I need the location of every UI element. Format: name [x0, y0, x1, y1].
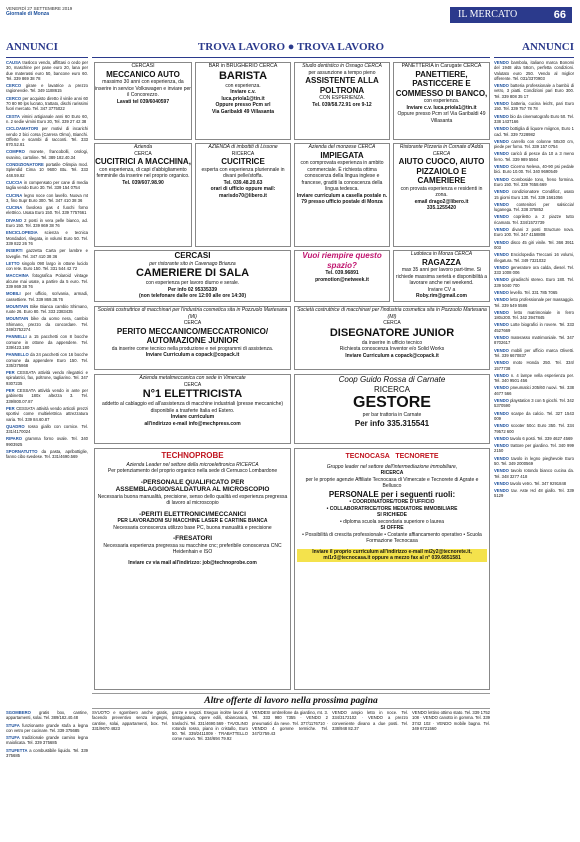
ad-job-title: DISEGNATORE JUNIOR — [329, 326, 455, 339]
footer-col-2: gazze e negozi. Eseguo inoltre lavori di tinteggiatura, opere edili, sbiancatura, traslochi. Tel. 331/4690.569 · TAVOLINO rotondo rosso, piano in cristallo, Euro 50. Tel. 339/2411009 · TRABATTELLO come nuovo. Tel. 334/694 79.92 — [172, 710, 248, 742]
classified-keyword: VENDO — [494, 151, 509, 157]
footer-col-4: VENDO ampio letto in noce. Tel. 334/3172102 · VENDO a prezzo conveniente divano a due posti. Tel. 338/948 82.37 — [332, 710, 408, 731]
ad-meccanico-auto — [94, 62, 192, 140]
right-section-heading: ANNUNCI — [494, 37, 574, 58]
ad-address: Via Garibaldi 49 Villasanta — [211, 108, 275, 115]
ad-email: email drago2@libero.it — [414, 198, 469, 205]
classified-ad: VENDO n. 4 lampe vella esperienza per. Tel. 340 9501 456 — [494, 372, 574, 384]
section-brand — [450, 7, 572, 23]
ad-note: (non telefonare dalle ore 12:00 alle ore 14:30) — [139, 293, 246, 299]
ad-text: CERCA — [134, 150, 152, 157]
center-section-heading: TROVA LAVORO ● TROVA LAVORO — [92, 37, 490, 58]
classified-ad: VENDO tavolo in legno pieghevole Euro 50. Tel. 349 2000569 — [494, 455, 574, 466]
ad-contact: Per info 02 95335339 — [167, 286, 218, 293]
classified-ad: CERCO girare e lavatrice a prezzo ragionevole. Tel. 349 1188615 — [6, 83, 88, 94]
classified-keyword: INSERTI — [6, 248, 23, 254]
ad-contact: Tel. 039.48.20.63 — [223, 179, 263, 186]
ad-job-title: RAGAZZA — [421, 257, 462, 267]
ad-email: all'indirizzo e-mail info@mechpress.com — [144, 420, 241, 427]
classified-ad: CESTA vimini artigianale anni 60 Euro 60, n. 2 sedie vimini Euro 20, Tel. 339 27 42 38 — [6, 113, 88, 124]
ad-text: • diploma scuola secondaria superiore o laurea — [339, 518, 445, 525]
ad-contact: Inviare il proprio curriculum all'indirizzo e-mail mi2y2@tecnorete.it, mi1r3@tecnocasa.it oppure a mezzo fax al n° 039.6851581 — [297, 549, 487, 562]
classified-keyword: VENDO — [494, 455, 509, 461]
classified-keyword: VENDO — [494, 252, 509, 258]
technoprobe-logo: TECHNOPROBE — [161, 451, 224, 460]
ad-text: con esperienza per lavoro diurno e serale. — [145, 280, 240, 286]
right-classifieds-column — [494, 60, 574, 835]
classified-keyword: CERCO — [6, 83, 22, 89]
ad-promo-space — [294, 250, 390, 302]
ad-heading: Azienda metalmeccanica con sede in Vimercate — [139, 375, 246, 381]
ad-job-title: CUCITRICE — [221, 157, 265, 166]
classified-keyword: VENDO — [494, 335, 509, 341]
ad-job-title: IMPIEGATA — [320, 150, 364, 160]
ad-email: luca.priola1@tin.it — [221, 95, 265, 102]
classified-keyword: CUCCIA — [6, 179, 23, 185]
ad-tecnocasa — [294, 448, 490, 690]
classified-ad: DIVANO 2 posti in vera pelle bianco, ad. Euro 150. Tel. 339 869 38 76 — [6, 217, 88, 229]
classified-keyword: PANNELLI — [6, 334, 27, 340]
classified-keyword: VENDO — [494, 289, 509, 295]
classified-keyword: VENDO — [494, 360, 509, 366]
classified-keyword: VENDO — [494, 201, 509, 207]
ad-email: orari di ufficio oppure mail: marisdo70@libero.it — [210, 186, 276, 199]
ad-job-title: -PERITI ELETTRONICI/MECCANICI — [139, 510, 246, 518]
classified-ad: CUCCIA in compensato per cane di media taglia vendo Euro 30. Tel. 339 154 0754 — [6, 179, 88, 191]
classified-keyword: MOUNTAIN — [6, 303, 29, 309]
section-name: IL MERCATO — [458, 9, 518, 20]
classified-keyword: SGOMBERO — [6, 710, 31, 715]
ad-text: addetto al cablaggio ed all'assistenza di macchine industriali (presse meccaniche) disponibile a trasferte Italia ed Estero. — [101, 401, 284, 414]
ad-promo-text: Vuoi riempire questo spazio? — [302, 251, 382, 270]
footer-banner: Altre offerte di lavoro nella prossima pagina — [92, 693, 490, 709]
classified-ad: CONDIZIONATORE portatile Olimpia mod. Splendid Cima 10 9600 Btu. Tel. 333 448.59.82 — [6, 162, 88, 178]
classified-keyword: VENDO — [494, 443, 509, 449]
ad-text: per le proprie agenzie Affiliate Tecnocasa di Vimercate e Tecnorete di Agrate e Bellusco — [305, 476, 479, 489]
classified-ad: VENDO letto matrimoniale in ferro 180x200. Tel. 342 3947845 — [494, 309, 574, 321]
ad-text: CERCA — [183, 381, 202, 388]
classified-keyword: VENDO — [494, 297, 509, 303]
classified-ad: PANNELLI a 15 pacchetti con 8 bocche comune in ottone da appendere. Tel. 339/423.180 — [6, 334, 88, 350]
header-meta — [6, 6, 72, 17]
classified-keyword: VENDO — [494, 113, 509, 119]
classified-ad: PANNELLO da 24 pacchetti con 16 bocche comune da appendere Euro 150. Tel. 335/375868 — [6, 352, 88, 368]
classified-ad: PER CESSATA attività vendo in ante per gabinetto 180x altezza 3. Tel. 339/800.07.87 — [6, 388, 88, 404]
ad-job-title: CAMERIERE DI SALA — [135, 267, 250, 279]
classified-keyword: VENDO — [494, 435, 509, 441]
ad-job-title: ASSISTENTE ALLA POLTRONA — [305, 76, 379, 95]
ad-impiegata — [294, 143, 390, 247]
classified-keyword: VENDO — [494, 60, 509, 65]
ad-job-title: PERITO MECCANICO/MECCATRONICO/ AUTOMAZIONE JUNIOR — [116, 326, 269, 345]
classified-keyword: VENDO — [494, 176, 509, 182]
classified-ad: CUCINA favoloso gas 4 fuochi forno elettrico. Usata Euro 150. Tel. 339 7757661 — [6, 205, 88, 216]
classified-ad: VENDO condizionatore Condifioz, usato 15 giorni Euro 130. Tel. 339 1561056 — [494, 189, 574, 200]
ad-text: per assunzione a tempo pieno — [308, 69, 376, 76]
ad-contact: Inviare c.v. — [230, 89, 256, 95]
classified-keyword: VENDO — [494, 372, 509, 378]
ad-technoprobe — [94, 448, 291, 690]
ad-cucitrici — [94, 143, 192, 247]
classified-ad: VENDO carrello con colonne 50x30 cm, piede per forno. Tel. 339 157 0754 — [494, 138, 574, 150]
classified-ad: VENDO tav. Aste Hd 48 giallo. Tel. 339 5129 — [494, 488, 574, 499]
ad-contact: Tel. 039/58.72.91 ore 9-12 — [312, 101, 372, 108]
classified-ad: CICLOAMATORI per motivi di incarichi vendo 2 bici corsa (Carrera Olmo), Bianchi. Offerte e scambi di racconti. Tel. 333 870.52.81 — [6, 126, 88, 148]
ad-assistente-poltrona — [294, 62, 390, 140]
classified-keyword: VENDO — [494, 322, 509, 328]
ad-heading: BAR in BRUGHERIO CERCA — [208, 63, 278, 69]
ad-heading: Gruppo leader nel settore dell'intermediazione immobiliare, — [326, 463, 458, 470]
ad-text: CERCA — [183, 320, 202, 326]
classified-keyword: LETTO — [6, 260, 20, 266]
classified-ad: VENDO bio da cinematografo Euro 50. Tel. 338 1437166 — [494, 113, 574, 124]
classified-ad: VENDO tavolo rotondo bianco cucina da. Tel. 348 3277 418 — [494, 468, 574, 479]
classified-keyword: CICLOAMATORI — [6, 126, 39, 132]
ad-text: RICERCA — [373, 384, 410, 394]
classified-ad: VENDO levello. Tel. 331 785 7065 — [494, 289, 558, 295]
ad-heading: Coop Guido Rossa di Carnate — [338, 375, 446, 384]
ad-job-title: PERSONALE per i seguenti ruoli: — [328, 489, 456, 499]
ad-contact: Oppure presso Pcm srl — [215, 102, 271, 108]
classified-keyword: VENDO — [494, 480, 509, 486]
classified-ad: VENDO copriletto a 2 piazze tutto ricamato. Tel. 334/1572739 — [494, 214, 574, 225]
classified-ad: STUFA tradizionale grande camino legna maiolicata. Tel. 339 375685 — [6, 735, 88, 746]
tecnocasa-logos — [297, 454, 487, 461]
classified-keyword: CUCINA — [6, 205, 23, 211]
classified-keyword: VENDO — [494, 410, 509, 416]
ad-text: SI OFFRE — [380, 525, 404, 531]
classified-ad: VENDO divani 2 posti Structure nova. Euro 100. Tel. 347 4158808 — [494, 227, 574, 238]
ad-text: RICERCA — [380, 470, 404, 476]
classified-keyword: VENDO — [494, 398, 509, 404]
ad-text: • Possibilità di crescita professionale • Costante affiancamento operativo • Scuola Formazione Tecnocasa — [302, 531, 482, 544]
classified-ad: VENDO mobili per ufficio marca Olivetti. Tel. 339 6670837 — [494, 347, 574, 358]
ad-text: Richiesta conoscenza Inventor e/o Solid Works — [339, 346, 445, 352]
ad-text: esperta con esperienza pluriennale in divani pelle/stoffa. — [201, 166, 285, 179]
classified-ad: VENDO batteria, cucina leicht, pari Euro 150. Tel. 339 757 78 78 — [494, 101, 574, 112]
ad-contact: Inviare Curriculum a copack@copack.it — [145, 352, 240, 358]
classified-keyword: VENDO — [494, 214, 509, 220]
footer-col-3: VENDESI ombrellone da giardino, mt. 3. Tel. 333 980 7355 · VENDO 2 pneumatici da neve. Tel. 377/1176710 · VENDO 4 gomme termiche. Tel. 347/2759.43 — [252, 710, 328, 737]
ad-cameriere — [94, 250, 291, 302]
classified-keyword: VENDO — [494, 468, 509, 474]
header-paper: Giornale di Monza — [6, 10, 50, 17]
ad-cucitrice — [195, 143, 291, 247]
classified-keyword: VENDO — [494, 309, 509, 315]
ad-job-title: MECCANICO AUTO — [106, 69, 180, 79]
ad-job-title: N°1 ELETTRICISTA — [142, 388, 243, 400]
ad-job-title: -PERSONALE QUALIFICATO PER ASSEMBLAGGIO/SALDATURA AL MICROSCOPIO — [115, 478, 270, 493]
classified-ad: VENDO generatore ora calda, diesel. Tel. 333 1008 006 — [494, 264, 574, 276]
classified-ad: VENDO tavolo 6 posti. Tel. 339 4627 4569 — [494, 435, 573, 441]
classified-ad: PER CESSATA attività vendo rilegatrici e spiralatrici, fax, poltrone, tagliarino. Tel. 347 9307235 — [6, 370, 88, 386]
classified-ad: VENDO trattore per giardino. Tel. 340 999 2150 — [494, 443, 574, 454]
classified-keyword: VENDO — [494, 138, 509, 144]
classified-ad: LETTO singolo 090 largo in ottone lucido con rete. Euro 150. Tel. 331 544 42 72 — [6, 260, 88, 272]
ad-text: max 35 anni per lavoro part-time. Si richiede massima serietà e disponibilità a lavorare anche nei weekend. — [395, 267, 488, 286]
left-classifieds-column — [6, 60, 88, 690]
ad-role: • COORDINATORE/TORE D'UFFICIO — [349, 499, 435, 505]
ad-text: Necessaria buona manualità, precisione, senso dello qualità ed esperienza pregressa di lavoro al microscopio — [97, 493, 288, 506]
classified-keyword: MOBILI — [6, 291, 21, 297]
classified-keyword: VENDO — [494, 277, 509, 283]
classified-ad: MOUNTAIN bike da uomo nera, cambio Shimano, prezzo da concordare. Tel. 349/3752274 — [6, 316, 88, 333]
header-date: VENERDÌ 27 SETTEMBRE 2019 — [6, 6, 73, 11]
ad-perito-meccanico — [94, 306, 291, 370]
ad-email: Inviare c.v. luca.priola1@tin.it — [406, 104, 477, 111]
ad-text: Per potenziamento del proprio organico nella sede di Cernusco Lombardone — [107, 468, 278, 474]
classified-ad: MOUNTAIN Bike Bianca cambio Shimano, ruote 26. Euro 80. Tel. 333 2383435 — [6, 303, 88, 315]
classified-ad: CERCO per acquisto diretto il vinile anni 60 70 80 90 lps lucrato, trattato, dischi rarissimi fuori mercato. Tel. 347 3775022 — [6, 95, 88, 112]
page-header — [0, 0, 580, 32]
ad-barista — [195, 62, 291, 140]
ad-text: con esperienza, di capi d'abbigliamento femminile da inserire nel proprio organico. — [96, 166, 190, 179]
ad-address: Oppure presso Pcm srl Via Garibaldi 49 Villasanta — [397, 111, 486, 124]
classified-keyword: VENDO — [494, 126, 509, 132]
classified-keyword: ENCICLOPEDIA — [6, 230, 38, 236]
ad-text: da inserire come tecnico nella produzione e nei programmi di assistenza. — [111, 345, 274, 352]
ad-text: massimo 30 anni con esperienza, da inserire in service Volkswagen e inviare per il Concorezzo. — [95, 79, 191, 98]
classified-keyword: STUFA — [6, 722, 20, 728]
classified-keyword: CERCO — [6, 95, 22, 101]
classified-keyword: VENDO — [494, 264, 509, 270]
classified-ad: VENDO batteria professionale a bambù di vetro, 3 piatti. Condizioni pari Euro 300. Tel. 339 808 35 17 — [494, 83, 574, 99]
ad-heading: Società costruttrice di macchinari per l'industria cosmetica sita in Pozzuolo Martesana (MI) — [97, 307, 288, 320]
ad-heading: Studio dentistico in Osnago CERCA — [302, 63, 382, 69]
classified-keyword: PANNELLO — [6, 352, 29, 358]
ad-heading: Ludoteca in Monza CERCA — [410, 251, 473, 257]
ad-text: per ristorante sito in Cavenago Brianza — [149, 260, 236, 267]
ad-role: • COLLABORATRICE/TORE MEDIATORE IMMOBILIARE — [326, 505, 458, 512]
classified-ad: VENDO Cicerno Neleva, 40-90 psi pedale bici. Euro 10.00. Tel. 340 9690549 — [494, 164, 574, 175]
ad-text: RICERCA — [231, 150, 255, 157]
classified-keyword: DIVANO — [6, 217, 22, 223]
ad-job-title: -FRESATORI — [172, 535, 213, 542]
classified-keyword: VENDO — [494, 189, 509, 195]
ad-heading: AZIENDA di imbottiti di Lissone — [208, 144, 278, 150]
classified-keyword: MACCHINA — [6, 273, 29, 279]
classified-ad: CAUSA trasloco vendo, affittasi o cedo per 30, maschine per pane euro 20, lana per due materassi euro 50, bancone euro 60. Tel. 339 869 38 78 — [6, 60, 88, 81]
ad-contact: 335.1255420 — [426, 205, 457, 211]
classified-ad: CUCINA legno noce con lavello. Nuova mt 3, fino Supr Euro 300. Tel. 347 410 38 36 — [6, 192, 88, 203]
classified-ad: COMPRO monete, francobolli, orologi, svanino, cartoline. Tel. 389 182.40.34 — [6, 149, 88, 160]
classified-ad: VENDO bambola, italiano marca Bonomi del 1948 alta 58cm, perfetta condizioni. Valutato euro 250. Vendo al miglior offerente. Tel. 031/3370903 — [494, 60, 574, 81]
ad-text: CON ESPERIENZA. — [319, 95, 365, 101]
ad-text: con comprovata esperienza in ambito commerciale. È richiesta ottima conoscenza della lingua inglese e francese, graditi la conoscenza della lingua tedesca. — [300, 160, 384, 192]
classified-ad: VENDO scooter 50cc Euro 350. Tel. 334 79572 600 — [494, 423, 574, 434]
ad-text: con esperienza. — [225, 82, 261, 89]
classified-keyword: VENDO — [494, 83, 509, 89]
ad-job-title: GESTORE — [353, 394, 431, 411]
classified-keyword: PER — [6, 370, 15, 376]
ad-text: Inviare CV a — [427, 286, 456, 293]
ad-email: Roby.rim@gmail.com — [416, 293, 467, 299]
ad-heading: Azienda — [133, 144, 153, 150]
classified-keyword: VENDO — [494, 347, 509, 353]
classified-ad: ENCICLOPEDIA scienza e tecnica Mondadori, rilegata, in volumi Euro 50. Tel. 339 822 26 76 — [6, 230, 88, 246]
classified-keyword: CAUSA — [6, 60, 21, 65]
ad-job-title: CUCITRICI A MACCHINA, — [95, 157, 191, 166]
ad-disegnatore — [294, 306, 490, 370]
classified-keyword: VENDO — [494, 164, 509, 170]
ad-panettiere — [393, 62, 490, 140]
ad-heading: Società costruttrice di macchinari per l'industria cosmetica sita in Pozzuolo Martesana (MI) — [297, 307, 487, 320]
classified-ad: VENDO scarpe da calcio. Tel. 327 1543 009 — [494, 410, 574, 421]
classified-keyword: VENDO — [494, 101, 509, 107]
classified-keyword: PER — [6, 405, 15, 411]
ad-text: PER LAVORAZIONI SU MACCHINE LASER E CARTINE BIANCA — [117, 518, 268, 524]
classified-ad: VENDO contenitori per salsiccia/ luganega. Tel. 338 375852 — [494, 201, 574, 213]
ad-job-title: AIUTO CUOCO, AIUTO PIZZAIOLO E CAMERIERE — [398, 157, 485, 185]
classified-ad: VENDO materasso matrimoniale. Tel. 347 8702617 — [494, 335, 574, 346]
tecnocasa-logo: TECNOCASA — [345, 453, 390, 460]
classified-ad: STUFA funzionante grande stufa a legna con vetro per cucinare. Tel. 339 375685 — [6, 722, 88, 733]
ad-heading: Azienda del monzese CERCA — [308, 144, 376, 150]
ad-text: Necessaria conoscenza utilizzo base PC, buona manualità e precisione — [113, 524, 272, 531]
classified-ad: VENDO pneumatici 205/60 nuovi. Tel. 338 4677 566 — [494, 385, 574, 396]
ad-aiuto-cuoco — [393, 143, 490, 247]
ad-text: da inserire in ufficio tecnico — [361, 339, 423, 346]
classified-ad: RIPARO gramma forno ovale. Tel. 340 9903925 — [6, 436, 88, 447]
classified-ad: VENDO bottiglia di liquore miignon, Euro 1 cad. Tel. 339 7228982 — [494, 126, 574, 137]
ad-contact: Inviare curriculum — [170, 414, 215, 420]
classified-ad: STUFETTA a combustibile liquido. Tel. 339 375685 — [6, 747, 88, 759]
classified-keyword: VENDO — [494, 239, 509, 245]
classified-ad: MOBILI per ufficio, scrivania, armadi, cassettiere. Tel. 339 869.38.76 — [6, 291, 88, 302]
ad-text: CERCA — [383, 320, 401, 326]
classified-ad: VENDO moto Honda 250. Tel. 334/ 1577738 — [494, 360, 574, 371]
ad-contact: Inviare curriculum a casella postale n. 79 presso ufficio postale di Monza — [296, 192, 388, 205]
ad-heading: Azienda Leader nel settore della microelettronica RICERCA — [126, 461, 259, 468]
ad-contact: Tel. 039/607.98.90 — [122, 179, 164, 186]
classified-keyword: VENDO — [494, 423, 509, 429]
classified-keyword: VENDO — [494, 385, 509, 391]
classified-ad: MACCHINA fotografica Polaroid vintage alcune mai usate, a partire da 5 euro. Tel. 339 869 38 76 — [6, 273, 88, 289]
footer-col-5: VENDO lettino ottimo stato. Tel. 339 1752 108 · VENDO canotto in gomma. Tel. 339 3742 102 · VENDO mobile bagno. Tel. 349 6721560 — [412, 710, 490, 731]
classified-keyword: STUFA — [6, 735, 20, 741]
classified-ad: VENDO Comboside tono, freno formina. Euro 150. Tel. 339 7658.669 — [494, 176, 574, 187]
classified-keyword: RIPARO — [6, 436, 22, 442]
classified-ad: VENDO caricò di pesce da 10 a 3 meno ferro. Tel. 339 989 5564 — [494, 151, 574, 162]
ad-job-title: BARISTA — [218, 69, 268, 82]
ad-contact: Inviare cv via mail all'indirizzo: job@technoprobe.com — [128, 559, 257, 566]
classified-keyword: CONDIZIONATORE — [6, 162, 44, 168]
classified-ad: VENDO Lotte biografici in rovere. Tel. 333 4527669 — [494, 322, 574, 333]
ad-text: SI RICHIEDE — [376, 512, 407, 518]
classified-ad: PER CESSATA attività vendo articoli prezzi sportivi come multielettrica attrezzatura varia. Tel. 339 84.60.87 — [6, 405, 88, 422]
classified-ad: INSERTI gazzetta Carta per lambre e toveglie. Tel. 347 410 38 36 — [6, 248, 88, 259]
ad-heading: Ristorante Pizzeria in Cornate d'Adda CERCA — [399, 144, 484, 157]
ad-heading: PANETTERIA in Carugate CERCA — [401, 63, 482, 69]
classified-ad: VENDO letto professionale per massaggio. Tel. 339 549 5586 — [494, 297, 574, 308]
ad-contact: Tel. 039.96891 — [325, 270, 359, 276]
classified-keyword: PER — [6, 388, 15, 394]
classified-ad: VENDO playstation 3 con 5 giochi. Tel. 342 5370590 — [494, 398, 574, 409]
classified-keyword: CESTA — [6, 113, 20, 119]
ad-contact: Lavati tel 039/6040597 — [116, 98, 170, 105]
ad-text: con esperienza. — [423, 98, 460, 104]
ad-email: promotion@netweek.it — [315, 276, 369, 283]
ad-contact: Inviare Curriculum a copack@copack.it — [345, 352, 439, 359]
classified-ad: VENDO giradischi stereo. Euro 180. Tel. 339 5040 700 — [494, 277, 574, 288]
classified-keyword: QUADRO — [6, 423, 25, 429]
classified-ad: VENDO disco 45 giri vinile. Tel. 366 3911 003 — [494, 239, 574, 250]
classified-ad: SPORNATUTTO da pasta, apribottiglie, fanno cibo svedese. Tel. 331/4690.569 — [6, 449, 88, 460]
ad-text: per bar trattoria in Carnate — [362, 412, 422, 418]
classified-keyword: VENDO — [494, 227, 509, 233]
classified-keyword: CUCINA — [6, 192, 23, 198]
ad-gestore — [294, 374, 490, 444]
classified-keyword: MOUNTAIN — [6, 316, 29, 322]
classified-keyword: SPORNATUTTO — [6, 449, 38, 454]
classified-ad: QUADRO rosso giallo con cornice. Tel. 331/4170024 — [6, 423, 88, 435]
classified-keyword: VENDO — [494, 488, 509, 494]
left-section-heading: ANNUNCI — [6, 37, 88, 58]
classified-keyword: COMPRO — [6, 149, 25, 155]
ad-contact: Per info 335.315541 — [354, 418, 430, 428]
ad-ragazza — [393, 250, 490, 302]
classified-ad: VENDO tavolo vetro. Tel. 347 9291848 — [494, 480, 567, 486]
ad-job-title: PANETTIERE, PASTICCERE E COMMESSO DI BANCO, — [395, 69, 488, 98]
tecnorete-logo: TECNORETE — [395, 453, 439, 460]
ad-heading: CERCASI — [131, 63, 155, 69]
ad-text: Necessaria esperienza pregressa su macchine cnc; preferibile conoscenza CNC Heidenhain e ISO — [103, 542, 282, 555]
classified-ad: SGOMBERO gratis box, cantine, appartamenti, solai. Tel. 389/182.40.48 — [6, 710, 88, 721]
classified-keyword: STUFETTA — [6, 747, 28, 753]
classified-ad: VENDO Enciclopedia Treccani 16 volumi, rilegatura. Tel. 349 7321032 — [494, 252, 574, 263]
ad-elettricista — [94, 374, 291, 444]
left-column-continued — [6, 710, 88, 838]
footer-col-1: SVUOTO e sgombero anche gratis, facendo preventivo senza impegni, cantine, solai, appartamenti, box. Tel. 331/9670 4823 — [92, 710, 168, 731]
page-number: 66 — [553, 9, 566, 21]
ad-text: con provata esperienza e residenti in zona. — [400, 185, 483, 198]
ad-heading: CERCASI — [174, 251, 211, 260]
